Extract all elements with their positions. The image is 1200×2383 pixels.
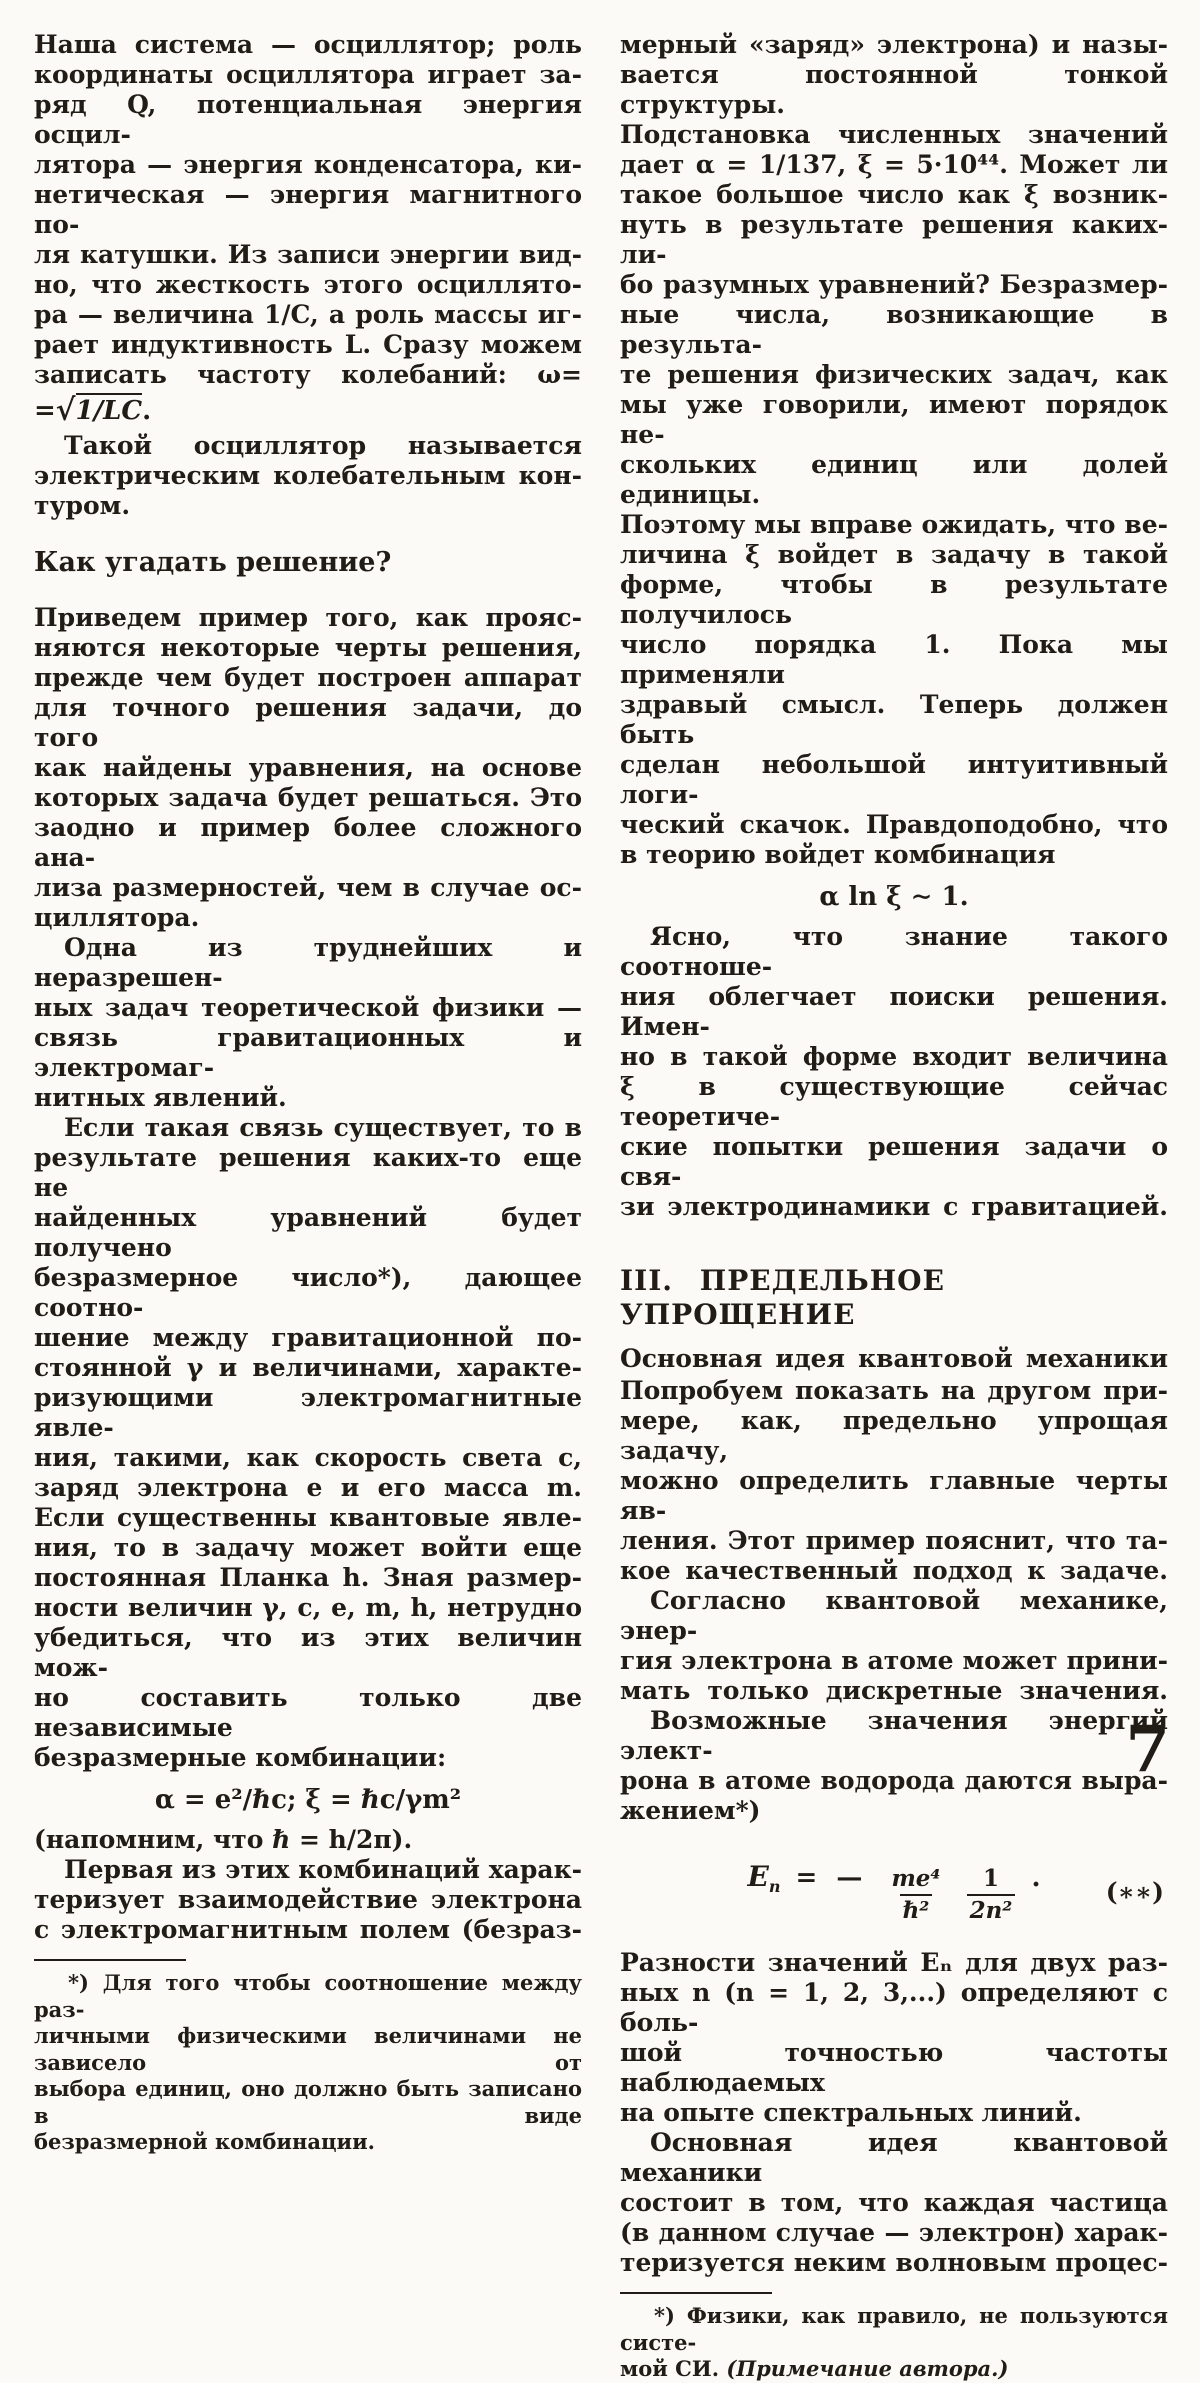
text-line: нитных явлений.	[34, 1083, 287, 1112]
text-line: теризуется неким волновым процес-	[620, 2248, 1168, 2277]
text-line: форме, чтобы в результате получилось	[620, 570, 1168, 629]
text-line: (напомним, что ℏ = h/2π).	[34, 1825, 413, 1854]
text-line: стоянной γ и величинами, характе-	[34, 1353, 582, 1382]
text-line: как найдены уравнения, на основе	[34, 753, 582, 782]
fraction-me4-hbar2	[888, 1866, 943, 1925]
text-line: ра — величина 1/C, а роль массы иг-	[34, 300, 582, 329]
text-line: электрическим колебательным кон-	[34, 461, 582, 490]
paragraph-example-intro	[34, 603, 582, 933]
text-line: число порядка 1. Пока мы применяли	[620, 630, 1168, 689]
paragraph-hardest-problem	[34, 933, 582, 1113]
paragraph-wave-process	[620, 2128, 1168, 2278]
text-line: ческий скачок. Правдоподобно, что	[620, 810, 1168, 839]
radical-sign: √	[55, 393, 76, 428]
formula-alpha-xi: α = e²/ℏc; ξ = ℏc/γm²	[154, 1785, 462, 1815]
denominator: ℏ²	[900, 1894, 933, 1924]
text-line: личными физическими величинами не зависело от	[34, 2023, 582, 2075]
equation-tag: (∗∗)	[1105, 1877, 1164, 1907]
text-line: ские попытки решения задачи о свя-	[620, 1132, 1168, 1191]
paragraph-spectral-lines	[620, 1948, 1168, 2128]
text-line: теризует взаимодействие электрона	[34, 1885, 582, 1914]
numerator: me⁴	[891, 1864, 941, 1892]
text-line: мерный «заряд» электрона) и назы-	[620, 30, 1168, 59]
text-line: сделан небольшой интуитивный логи-	[620, 750, 1168, 809]
text-line: которых задача будет решаться. Это	[34, 783, 582, 812]
text-line: связь гравитационных и электромаг-	[34, 1023, 582, 1082]
text-line: выбора единиц, оно должно быть записано в виде	[34, 2076, 582, 2128]
text-line: Поэтому мы вправе ожидать, что ве-	[620, 510, 1168, 539]
fraction-1-2n2	[967, 1866, 1016, 1925]
text-line: ния, то в задачу может войти еще	[34, 1533, 582, 1562]
text-line: ния облегчает поиски решения. Имен-	[620, 982, 1168, 1041]
section-heading-limit-simplification: III. ПРЕДЕЛЬНОЕ УПРОЩЕНИЕ	[620, 1264, 945, 1331]
text-line: результате решения каких-то еще не	[34, 1143, 582, 1202]
denominator: 2n²	[967, 1894, 1016, 1924]
paragraph-hydrogen-energies	[620, 1706, 1168, 1826]
section-heading-how-to-guess: Как угадать решение?	[34, 547, 392, 578]
text-line: но в такой форме входит величина	[620, 1042, 1168, 1071]
paragraph-discrete-values	[620, 1586, 1168, 1706]
equals-sign: =	[795, 1862, 818, 1893]
footnote-text: мой СИ.	[620, 2356, 727, 2381]
text-line: ные числа, возникающие в результа-	[620, 300, 1168, 359]
text-line: (в данном случае — электрон) харак-	[620, 2218, 1168, 2247]
paragraph-first-combination	[34, 1855, 582, 1945]
text-line: личина ξ войдет в задачу в такой	[620, 540, 1168, 569]
text-line: лятора — энергия конденсатора, ки-	[34, 150, 582, 179]
text-line: скольких единиц или долей единицы.	[620, 450, 1168, 509]
text-line: найденных уравнений будет получено	[34, 1203, 582, 1262]
text-line: в теорию войдет комбинация	[620, 840, 1056, 869]
paragraph-qualitative-approach	[620, 1376, 1168, 1586]
text-line: мать только дискретные значения.	[620, 1676, 1168, 1705]
text-line: рает индуктивность L. Сразу можем	[34, 330, 582, 359]
equals-sign: =	[34, 396, 56, 426]
text-line: но составить только две независимые	[34, 1683, 582, 1742]
text-line: записать частоту колебаний: ω=	[34, 360, 582, 389]
numerator: 1	[982, 1864, 999, 1892]
text-line: туром.	[34, 491, 131, 520]
text-line: такое большое число как ξ возник-	[620, 180, 1168, 209]
text-line: зи электродинамики с гравитацией.	[620, 1192, 1168, 1221]
text-line: шой точностью частоты наблюдаемых	[620, 2038, 1168, 2097]
text-line: ξ в существующие сейчас теоретиче-	[620, 1072, 1168, 1131]
text-line: ния, такими, как скорость света c,	[34, 1443, 582, 1472]
footnote-text: *) Физики, как правило, не пользуются систе-	[620, 2303, 1168, 2355]
text-line: ряд Q, потенциальная энергия осцил-	[34, 90, 582, 149]
text-line: координаты осциллятора играет за-	[34, 60, 582, 89]
text-line: няются некоторые черты решения,	[34, 633, 582, 662]
text-line: ризующими электромагнитные явле-	[34, 1383, 582, 1442]
text-line: Попробуем показать на другом при-	[620, 1376, 1168, 1405]
text-line: Ясно, что знание такого соотноше-	[620, 922, 1168, 981]
text-line: бо разумных уравнений? Безразмер-	[620, 270, 1168, 299]
text-line: можно определить главные черты яв-	[620, 1466, 1168, 1525]
formula-energy-levels	[620, 1850, 1168, 1934]
text-line: Если такая связь существует, то в	[64, 1113, 582, 1142]
text-line: лиза размерностей, чем в случае ос-	[34, 873, 582, 902]
text-line: убедиться, что из этих величин мож-	[34, 1623, 582, 1682]
text-line: Первая из этих комбинаций харак-	[64, 1855, 582, 1884]
text-line: с электромагнитным полем (безраз-	[34, 1915, 582, 1944]
text-line: Приведем пример того, как прояс-	[34, 603, 582, 632]
column-left	[34, 30, 582, 2156]
text-line: Подстановка численных значений	[620, 120, 1168, 149]
paragraph-fine-structure	[620, 30, 1168, 870]
text-line: мере, как, предельно упрощая задачу,	[620, 1406, 1168, 1465]
symbol-E: E	[747, 1859, 769, 1893]
text-line: Если существенны квантовые явле-	[34, 1503, 582, 1532]
text-line: ных задач теоретической физики —	[34, 993, 582, 1022]
text-line: состоит в том, что каждая частица	[620, 2188, 1168, 2217]
minus-sign: —	[836, 1862, 863, 1893]
text-line: нуть в результате решения каких-ли-	[620, 210, 1168, 269]
footnote-line	[620, 2356, 1168, 2383]
text-line: ности величин γ, c, e, m, h, нетрудно	[34, 1593, 582, 1622]
text-line: мы уже говорили, имеют порядок не-	[620, 390, 1168, 449]
text-line: шение между гравитационной по-	[34, 1323, 582, 1352]
text-line: *) Для того чтобы соотношение между раз-	[34, 1970, 582, 2022]
text-line: постоянная Планка h. Зная размер-	[34, 1563, 582, 1592]
paragraph-dimensionless-number	[34, 1113, 582, 1773]
paragraph-hbar-reminder	[34, 1825, 582, 1855]
subscript-n: n	[768, 1876, 781, 1896]
footnote-left	[34, 1959, 582, 2156]
page-number: 7	[1125, 1712, 1170, 1787]
text-line: Разности значений Eₙ для двух раз-	[620, 1948, 1168, 1977]
text-line: безразмерной комбинации.	[34, 2129, 375, 2154]
paragraph-oscillator	[34, 30, 582, 390]
paragraph-contour	[34, 431, 582, 521]
text-line: Такой осциллятор называется	[64, 431, 582, 460]
period: .	[142, 396, 152, 426]
subheading-quantum-mechanics-idea: Основная идея квантовой механики	[620, 1344, 1168, 1373]
text-line: ления. Этот пример пояснит, что та-	[620, 1526, 1168, 1555]
radicand: 1/LC	[76, 393, 143, 426]
text-line: безразмерное число*), дающее соотно-	[34, 1263, 582, 1322]
paragraph-relation-helps	[620, 922, 1168, 1222]
footnote-author-note: (Примечание автора.)	[726, 2356, 1009, 2381]
period: .	[1031, 1862, 1041, 1893]
text-line: заряд электрона e и его масса m.	[34, 1473, 582, 1502]
text-line: ных n (n = 1, 2, 3,...) определяют с боль-	[620, 1978, 1168, 2037]
energy-formula-body	[747, 1860, 1040, 1925]
text-line: Одна из труднейших и неразрешен-	[34, 933, 582, 992]
text-line: Возможные значения энергий элект-	[620, 1706, 1168, 1765]
text-line: Наша система — осциллятор; роль	[34, 30, 582, 59]
text-line: Согласно квантовой механике, энер-	[620, 1586, 1168, 1645]
text-line: для точного решения задачи, до того	[34, 693, 582, 752]
text-line: ля катушки. Из записи энергии вид-	[34, 240, 582, 269]
text-line: дает α = 1/137, ξ = 5·10⁴⁴. Может ли	[620, 150, 1168, 179]
text-line: вается постоянной тонкой структуры.	[620, 60, 1168, 119]
footnote-line	[620, 2303, 1168, 2356]
text-line: Основная идея квантовой механики	[620, 2128, 1168, 2187]
text-line: нетическая — энергия магнитного по-	[34, 180, 582, 239]
text-line: но, что жесткость этого осциллято-	[34, 270, 582, 299]
text-line: прежде чем будет построен аппарат	[34, 663, 582, 692]
text-line: гия электрона в атоме может прини-	[620, 1646, 1168, 1675]
text-line: те решения физических задач, как	[620, 360, 1168, 389]
text-line: заодно и пример более сложного ана-	[34, 813, 582, 872]
text-line: безразмерные комбинации:	[34, 1743, 447, 1772]
text-line: жением*)	[620, 1796, 761, 1825]
formula-alpha-ln-xi: α ln ξ ∼ 1.	[819, 882, 969, 912]
text-line: на опыте спектральных линий.	[620, 2098, 1082, 2127]
text-line: кое качественный подход к задаче.	[620, 1556, 1168, 1585]
footnote-right	[620, 2292, 1168, 2383]
text-line: рона в атоме водорода даются выра-	[620, 1766, 1168, 1795]
text-line: здравый смысл. Теперь должен быть	[620, 690, 1168, 749]
column-right	[620, 30, 1168, 2383]
text-line: циллятора.	[34, 903, 200, 932]
formula-omega-sqrt-lc	[34, 393, 582, 426]
